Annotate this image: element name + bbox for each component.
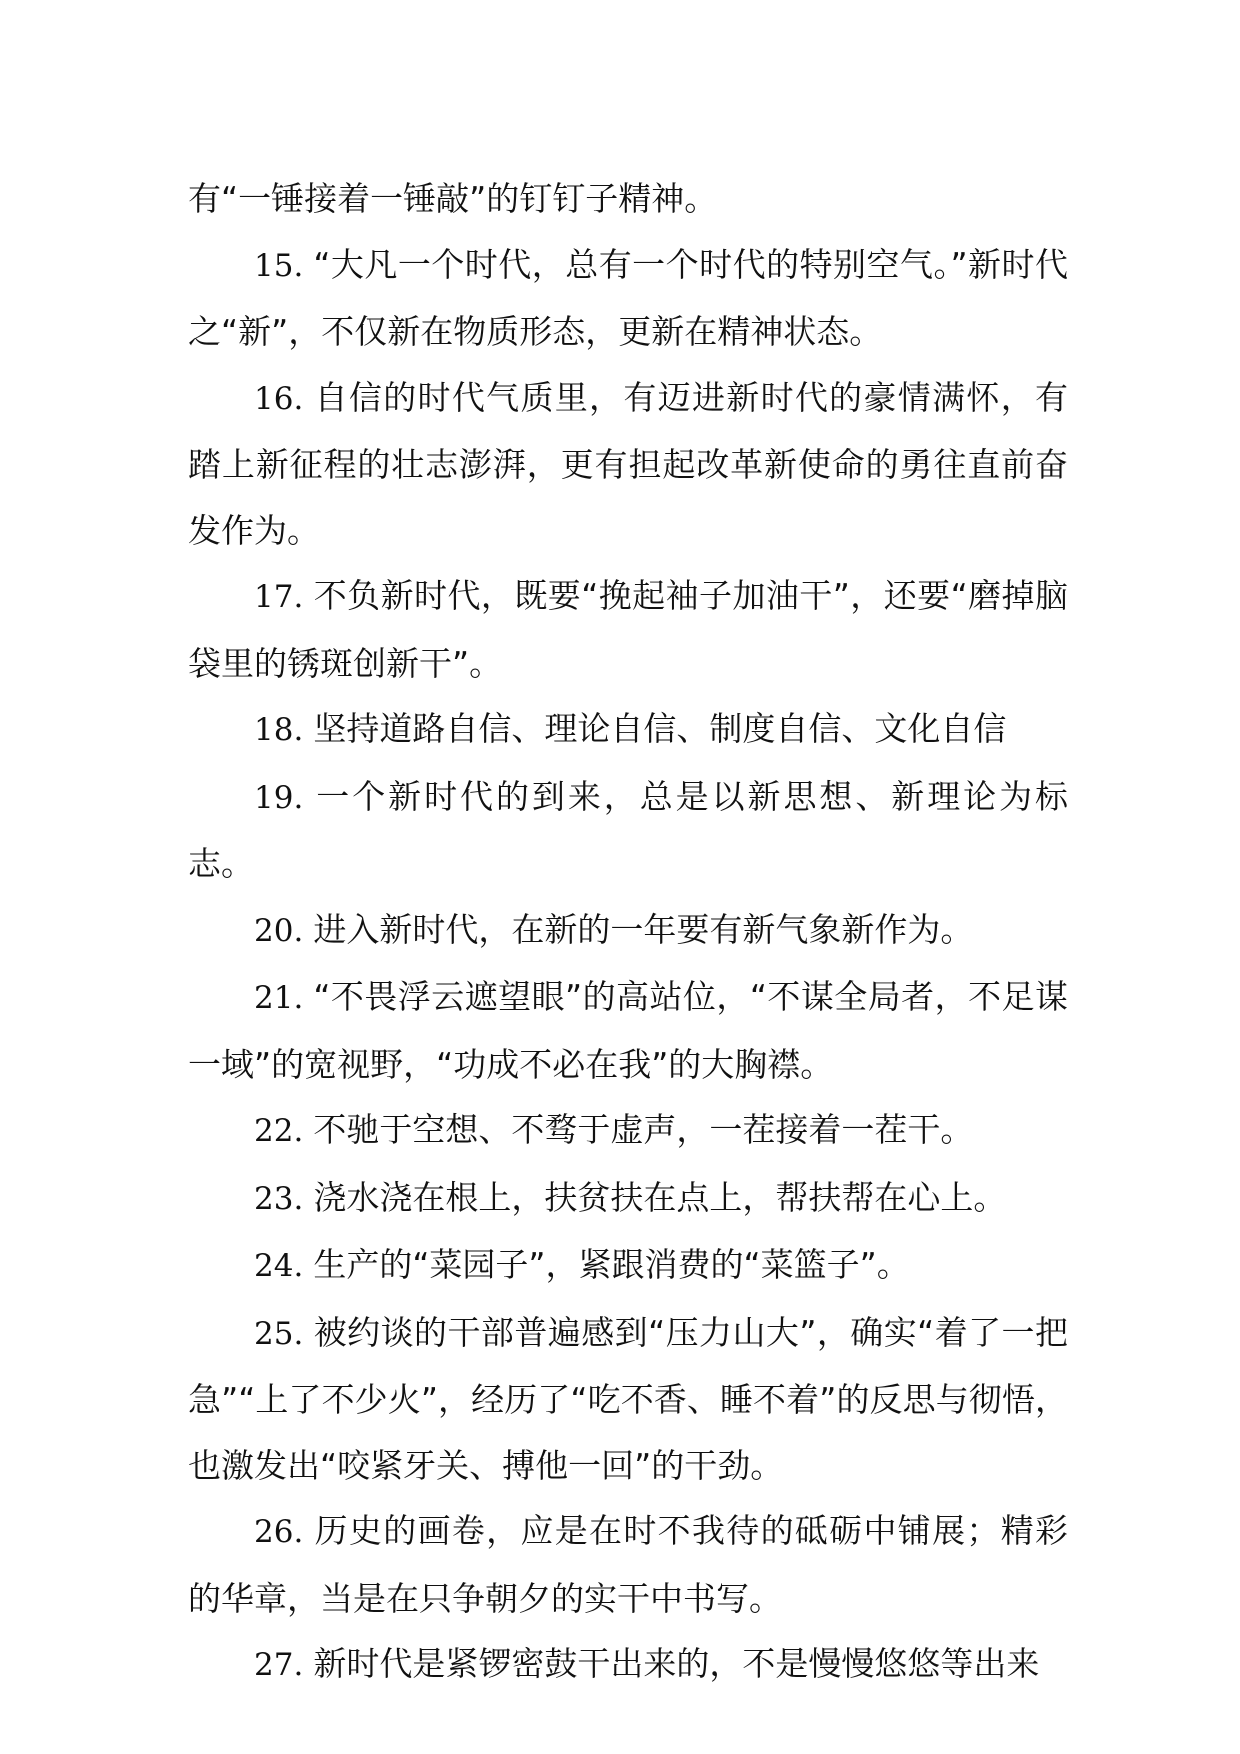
item-text: 生产的“菜园子”，紧跟消费的“菜篮子”。 xyxy=(313,1245,910,1284)
item-number: 25. xyxy=(254,1315,304,1352)
list-item xyxy=(188,964,1068,1097)
item-number: 21. xyxy=(254,980,304,1016)
item-number: 19. xyxy=(254,779,304,816)
list-item xyxy=(188,696,1068,764)
item-text: 一个新时代的到来，总是以新思想、新理论为标志。 xyxy=(188,776,1068,883)
item-text: 被约谈的干部普遍感到“压力山大”，确实“着了一把急”“上了不少火”，经历了“吃不香、睡不着”的反思与彻悟，也激发出“咬紧牙关、搏他一回”的干劲。 xyxy=(188,1312,1068,1485)
item-number: 24. xyxy=(254,1248,304,1284)
list-item xyxy=(188,1300,1068,1499)
list-item xyxy=(188,1232,1068,1300)
item-text: 浇水浇在根上，扶贫扶在点上，帮扶帮在心上。 xyxy=(313,1177,1007,1217)
item-text: 历史的画卷，应是在时不我待的砥砺中铺展；精彩的华章，当是在只争朝夕的实干中书写。 xyxy=(188,1511,1068,1618)
item-number: 22. xyxy=(254,1113,304,1149)
list-item xyxy=(188,563,1068,696)
list-item xyxy=(188,1498,1068,1631)
item-text: 进入新时代，在新的一年要有新气象新作为。 xyxy=(313,909,974,949)
item-text: 坚持道路自信、理论自信、制度自信、文化自信 xyxy=(313,709,1007,748)
item-text: 自信的时代气质里，有迈进新时代的豪情满怀，有踏上新征程的壮志澎湃，更有担起改革新使命的勇往直前奋发作为。 xyxy=(188,377,1068,550)
item-number: 23. xyxy=(254,1180,304,1217)
list-item xyxy=(188,1097,1068,1165)
list-item xyxy=(188,365,1068,564)
list-item xyxy=(188,1631,1068,1699)
list-item xyxy=(188,232,1068,365)
list-item xyxy=(188,1165,1068,1233)
item-text: “大凡一个时代，总有一个时代的特别空气。”新时代之“新”，不仅新在物质形态，更新在精神状态。 xyxy=(188,244,1068,351)
item-number: 26. xyxy=(254,1514,304,1550)
item-number: 20. xyxy=(254,912,304,949)
document-page xyxy=(188,166,1068,1699)
item-text: 新时代是紧锣密鼓干出来的，不是慢慢悠悠等出来 xyxy=(313,1644,1040,1683)
item-text: 不负新时代，既要“挽起袖子加油干”，还要“磨掉脑袋里的锈斑创新干”。 xyxy=(188,576,1068,683)
lead-paragraph: 有“一锤接着一锤敲”的钉钉子精神。 xyxy=(188,179,718,218)
list-item xyxy=(188,764,1068,897)
item-text: 不驰于空想、不骛于虚声，一茬接着一茬干。 xyxy=(313,1110,974,1149)
item-text: “不畏浮云遮望眼”的高站位，“不谋全局者，不足谋一域”的宽视野，“功成不必在我”的大胸襟。 xyxy=(188,977,1068,1084)
item-number: 17. xyxy=(254,579,304,615)
list-item xyxy=(188,897,1068,965)
item-number: 15. xyxy=(254,247,304,284)
item-number: 18. xyxy=(254,712,304,748)
item-number: 16. xyxy=(254,380,304,417)
item-number: 27. xyxy=(254,1647,304,1683)
